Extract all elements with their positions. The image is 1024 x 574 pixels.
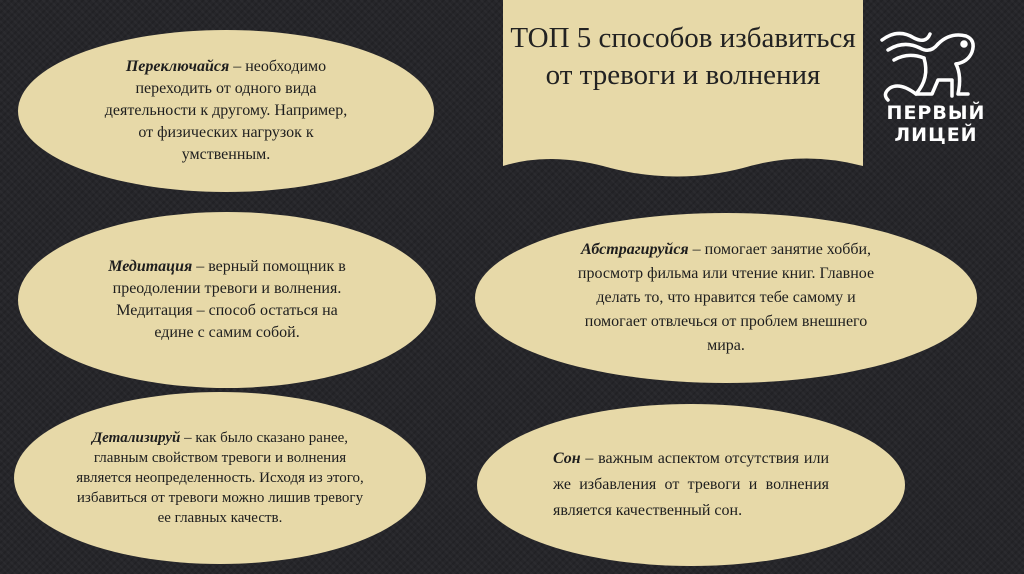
griffin-icon bbox=[868, 22, 1004, 102]
logo-text bbox=[868, 102, 1004, 146]
tip-text: – важным аспектом отсутствия или же избавления от тревоги и волнения является качественный сон. bbox=[553, 450, 829, 519]
page-title: ТОП 5 способов избавиться от тревоги и волнения bbox=[510, 22, 856, 91]
tip-abstract bbox=[475, 213, 977, 383]
tip-meditation bbox=[18, 212, 436, 388]
logo-line-1: ПЕРВЫЙ bbox=[886, 102, 986, 124]
title-banner bbox=[503, 0, 863, 178]
tip-switch bbox=[18, 30, 434, 192]
tip-term: Детализируй bbox=[91, 430, 181, 446]
tip-text: – необходимо переходить от одного вида деятельности к другому. Например, от физических нагрузок к умственным. bbox=[104, 58, 348, 163]
tip-text: – помогает занятие хобби, просмотр фильма или чтение книг. Главное делать то, что нравится тебе самому и помогает отвлечься от проблем внешнего мира. bbox=[577, 241, 875, 354]
tip-text: – как было сказано ранее, главным свойством тревоги и волнения является неопределенность. Исходя из этого, избавиться от тревоги можно лишив тревогу ее главных качеств. bbox=[76, 430, 364, 526]
tip-detail bbox=[14, 392, 426, 564]
tip-term: Переключайся bbox=[125, 58, 230, 75]
tip-term: Абстрагируйся bbox=[580, 241, 689, 258]
logo-line-2: ЛИЦЕЙ bbox=[894, 124, 978, 146]
tip-sleep bbox=[477, 404, 905, 566]
logo bbox=[868, 22, 1004, 162]
tip-text: – верный помощник в преодолении тревоги и волнения. Медитация – способ остаться на едине с самим собой. bbox=[112, 258, 346, 341]
tip-term: Медитация bbox=[108, 258, 193, 275]
tip-term: Сон bbox=[553, 450, 581, 467]
